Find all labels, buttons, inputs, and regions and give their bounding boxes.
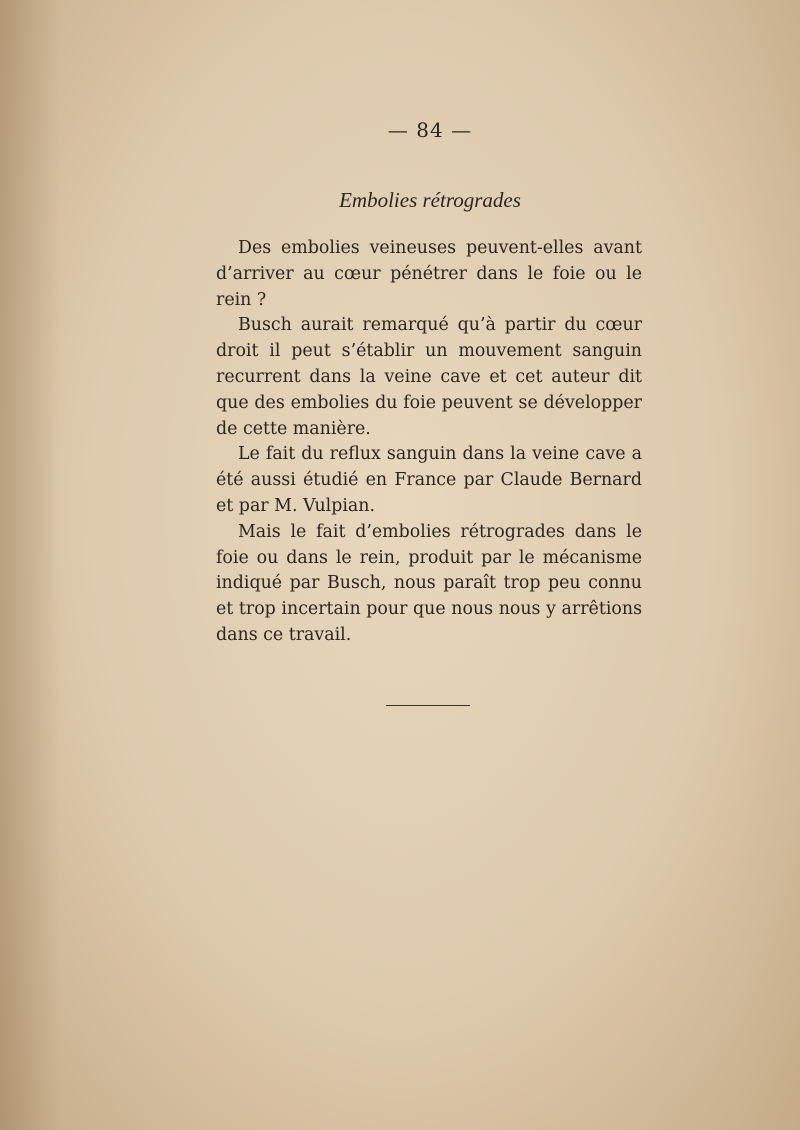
paragraph-4: Mais le fait d’embolies rétrogrades dans le foie ou dans le rein, produit par le mécanisme indiqué par Busch, nous paraît trop peu connu et trop incertain pour que nous nous y arrêtions dans ce travail. [216, 521, 642, 645]
page-edge-shadow [0, 0, 60, 1130]
body-text [216, 236, 642, 649]
section-title: Embolies rétrogrades [339, 188, 521, 212]
paragraph-3: Le fait du reflux sanguin dans la veine cave a été aussi étudié en France par Claude Bernard et par M. Vulpian. [216, 444, 642, 516]
section-divider [386, 705, 470, 706]
paragraph-1: Des embolies veineuses peuvent-elles avant d’arriver au cœur pénétrer dans le foie ou le rein ? [216, 238, 642, 310]
paragraph-2: Busch aurait remarqué qu’à partir du cœur droit il peut s’établir un mouvement sanguin recurrent dans la veine cave et cet auteur dit que des embolies du foie peuvent se développer de cette manière. [216, 315, 642, 439]
page-number: — 84 — [387, 118, 473, 142]
